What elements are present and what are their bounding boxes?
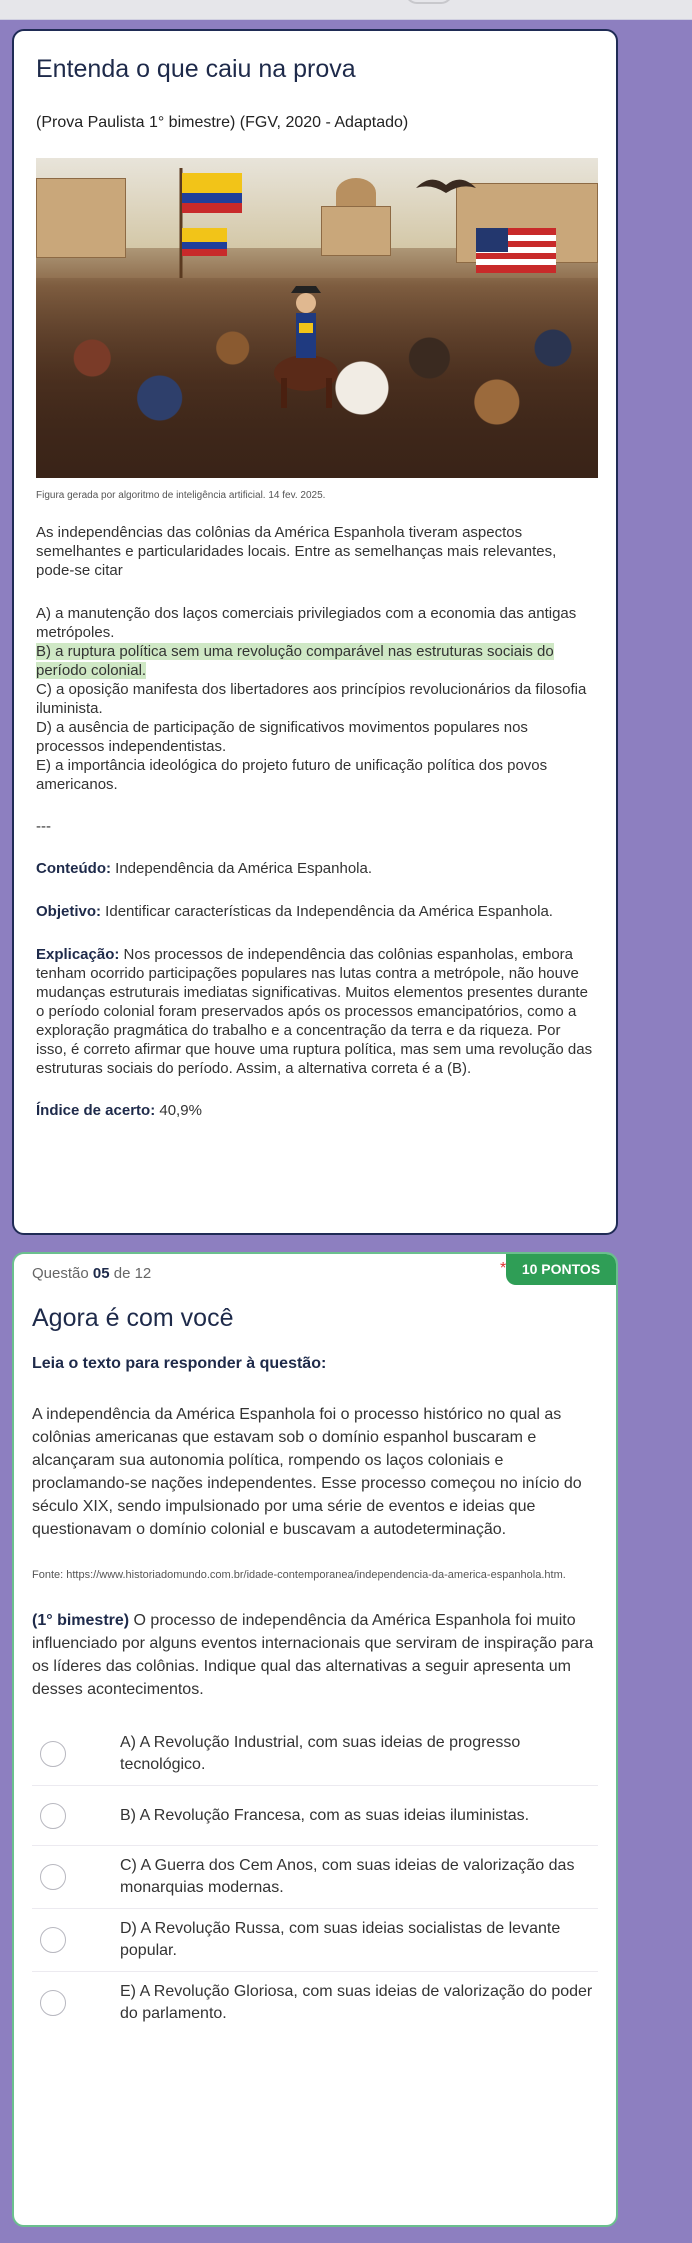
question-card (12, 1252, 618, 2227)
option-e[interactable] (32, 1971, 598, 2034)
question-title: Agora é com você (32, 1304, 234, 1332)
horse-rider-icon (271, 278, 341, 408)
conteudo-value: Independência da América Espanhola. (110, 860, 373, 877)
radio-button-icon[interactable] (40, 1803, 66, 1829)
image-caption: Figura gerada por algoritmo de inteligência artificial. 14 fev. 2025. (36, 490, 326, 501)
reading-text: A independência da América Espanhola foi o processo histórico no qual as colônias americanas que estavam sob o domínio espanhol buscaram e alcançaram sua autonomia política, rompendo os laços coloniais e proclamando-se nações independentes. Esse processo começou no início do século XIX, sendo impulsionado por uma série de eventos e ideias que questionavam o domínio colonial e buscavam a autodeterminação. (32, 1406, 582, 1538)
alternative-b-correct (36, 642, 594, 680)
instruction-text: Leia o texto para responder à questão: (32, 1355, 327, 1372)
card-title: Entenda o que caiu na prova (36, 55, 356, 83)
stem-label: (1° bimestre) (32, 1612, 130, 1629)
radio-button-icon[interactable] (40, 1741, 66, 1767)
alternative-a: A) a manutenção dos laços comerciais privilegiados com a economia das antigas metrópoles. (36, 605, 577, 641)
radio-button-icon[interactable] (40, 1990, 66, 2016)
option-b[interactable] (32, 1785, 598, 1845)
alternative-e: E) a importância ideológica do projeto futuro de unificação política dos povos americanos. (36, 757, 548, 793)
indice-line (36, 1102, 594, 1119)
question-source: (Prova Paulista 1° bimestre) (FGV, 2020 - Adaptado) (36, 114, 409, 131)
conteudo-label: Conteúdo: (36, 860, 111, 877)
points-badge: 10 PONTOS (506, 1254, 616, 1285)
indice-value: 40,9% (155, 1102, 202, 1119)
objetivo-label: Objetivo: (36, 903, 102, 920)
objetivo-value: Identificar características da Independência da América Espanhola. (101, 903, 553, 920)
option-label: D) A Revolução Russa, com suas ideias socialistas de levante popular. (120, 1920, 561, 1959)
option-label: E) A Revolução Gloriosa, com suas ideias de valorização do poder do parlamento. (120, 1983, 593, 2022)
explicacao-paragraph (36, 945, 594, 1078)
question-counter: Questão 05 de 12 (32, 1265, 152, 1282)
option-label: C) A Guerra dos Cem Anos, com suas ideias de valorização das monarquias modernas. (120, 1857, 575, 1896)
pull-handle-icon (405, 0, 453, 4)
answer-options (32, 1723, 598, 2034)
question-stem: (1° bimestre) O processo de independência da América Espanhola foi muito influenciado por alguns eventos internacionais que serviram de inspiração para os líderes das colônias. Indique qual das alternativas a seguir apresenta um desses acontecimentos. (32, 1612, 594, 1698)
flag-icon (176, 168, 256, 278)
history-painting-image (36, 158, 598, 478)
required-star-icon: * (500, 1260, 507, 1277)
top-bar (0, 0, 692, 20)
option-label: A) A Revolução Industrial, com suas ideias de progresso tecnológico. (120, 1734, 521, 1773)
option-a[interactable] (32, 1723, 598, 1785)
explicacao-value: Nos processos de independência das colônias espanholas, embora tenham ocorrido participações populares nas lutas contra a metrópole, não houve mudanças estruturais imediatas significativas. Muitos elementos presentes durante o período colonial foram preservados após os processos emancipatórios, como a exploração pragmática do trabalho e a concentração da terra e da riqueza. Por isso, é correto afirmar que houve uma ruptura política, mas sem uma revolução das estruturas sociais do período. Assim, a alternativa correta é a (B). (36, 946, 593, 1077)
question-text: As independências das colônias da América Espanhola tiveram aspectos semelhantes e particularidades locais. Entre as semelhanças mais relevantes, pode-se citar (36, 524, 557, 579)
alternatives-list (36, 604, 594, 794)
alternative-c: C) a oposição manifesta dos libertadores aos princípios revolucionários da filosofia iluminista. (36, 681, 587, 717)
option-d[interactable] (32, 1908, 598, 1971)
explicacao-label: Explicação: (36, 946, 120, 963)
question-header (32, 1254, 601, 1284)
indice-label: Índice de acerto: (36, 1102, 156, 1119)
conteudo-line (36, 859, 594, 878)
radio-button-icon[interactable] (40, 1864, 66, 1890)
radio-button-icon[interactable] (40, 1927, 66, 1953)
eagle-icon (416, 173, 476, 203)
correct-answer-highlight: B) a ruptura política sem uma revolução comparável nas estruturas sociais do período colonial. (36, 643, 554, 679)
source-reference: Fonte: https://www.historiadomundo.com.br/idade-contemporanea/independencia-da-america-espanhola.htm. (32, 1569, 566, 1581)
explanation-card (12, 29, 618, 1235)
objetivo-line (36, 902, 594, 921)
option-c[interactable] (32, 1845, 598, 1908)
question-number: 05 (92, 1265, 110, 1282)
alternative-d: D) a ausência de participação de significativos movimentos populares nos processos independentistas. (36, 719, 528, 755)
separator-text: --- (36, 818, 51, 835)
option-label: B) A Revolução Francesa, com as suas ideias iluministas. (120, 1806, 530, 1824)
